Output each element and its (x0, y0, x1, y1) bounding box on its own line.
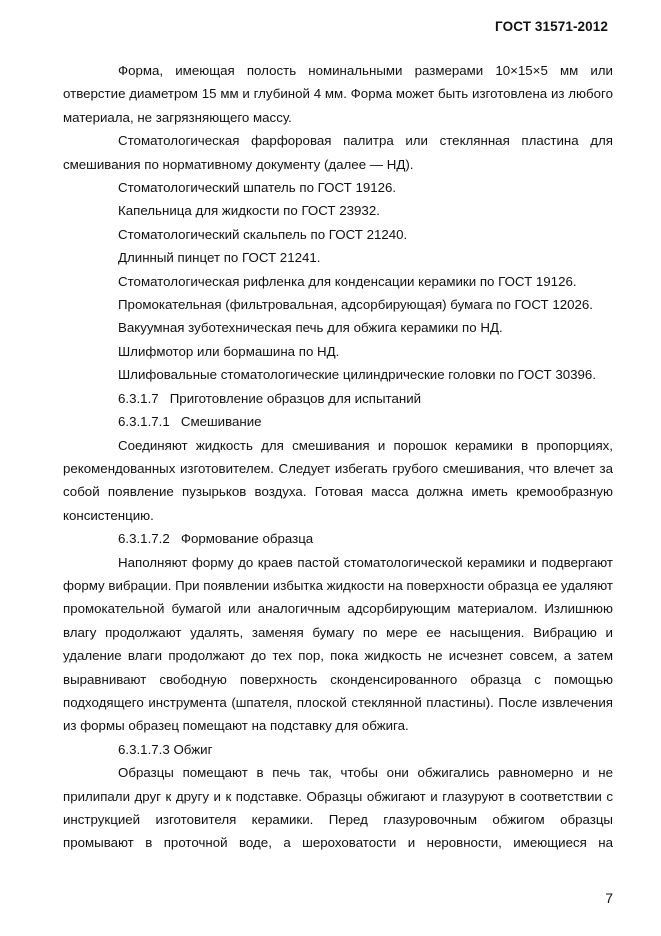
paragraph-condenser: Стоматологическая рифленка для конденсации керамики по ГОСТ 19126. (118, 273, 577, 289)
paragraph-spatula: Стоматологический шпатель по ГОСТ 19126. (118, 180, 397, 196)
paragraph-mixing: Соединяют жидкость для смешивания и порошок керамики в пропорциях, рекомендованных изготовителем. Следует избегать грубого смешивания, что влечет за собой появление пузырьков воздуха. Готовая масса должна иметь кремообразную консистенцию. (63, 437, 613, 523)
paragraph-furnace: Вакуумная зуботехническая печь для обжига керамики по НД. (118, 320, 503, 336)
paragraph-firing: Образцы помещают в печь так, чтобы они обжигались равномерно и не прилипали друг к другу и к подставке. Образцы обжигают и глазуруют в соответствии с инструкцией изготовителя керамики. Перед глазуровочным обжигом образцы промывают в проточной воде, а шероховатости и неровности, имеющиеся на (63, 765, 613, 851)
paragraph-forming: Наполняют форму до краев пастой стоматологической керамики и подвергают форму вибрации. При появлении избытка жидкости на поверхности образца ее удаляют промокательной бумагой или аналогичным адсорбирующим материалом. Излишнюю влагу продолжают удалять, заменяя бумагу по мере ее насыщения. Вибрацию и удаление влаги продолжают до тех пор, пока жидкость не исчезнет совсем, а затем выравнивают свободную поверхность сконденсированного образца с помощью подходящего инструмента (шпателя, плоской стеклянной пластины). После извлечения из формы образец помещают на подставку для обжига. (63, 554, 613, 734)
paragraph-grinder: Шлифмотор или бормашина по НД. (118, 343, 340, 359)
paragraph-dropper: Капельница для жидкости по ГОСТ 23932. (118, 203, 380, 219)
document-body (63, 59, 613, 855)
paragraph-tweezers: Длинный пинцет по ГОСТ 21241. (118, 250, 321, 266)
paragraph-form-description: Форма, имеющая полость номинальными размерами 10×15×5 мм или отверстие диаметром 15 мм и глубиной 4 мм. Форма может быть изготовлена из любого материала, не загрязняющего массу. (63, 63, 613, 125)
paragraph-blotting-paper: Промокательная (фильтровальная, адсорбирующая) бумага по ГОСТ 12026. (118, 297, 594, 313)
section-heading-forming: 6.3.1.7.2 Формование образца (118, 531, 314, 547)
section-heading-mixing: 6.3.1.7.1 Смешивание (118, 414, 262, 430)
paragraph-scalpel: Стоматологический скальпель по ГОСТ 21240. (118, 226, 408, 242)
section-heading-preparation: 6.3.1.7 Приготовление образцов для испытаний (118, 390, 422, 406)
paragraph-grinding-heads: Шлифовальные стоматологические цилиндрические головки по ГОСТ 30396. (118, 367, 597, 383)
paragraph-palette: Стоматологическая фарфоровая палитра или стеклянная пластина для смешивания по нормативному документу (далее — НД). (63, 133, 613, 172)
page-number: 7 (605, 890, 613, 906)
section-heading-firing: 6.3.1.7.3 Обжиг (118, 741, 213, 757)
document-header: ГОСТ 31571-2012 (495, 19, 608, 34)
